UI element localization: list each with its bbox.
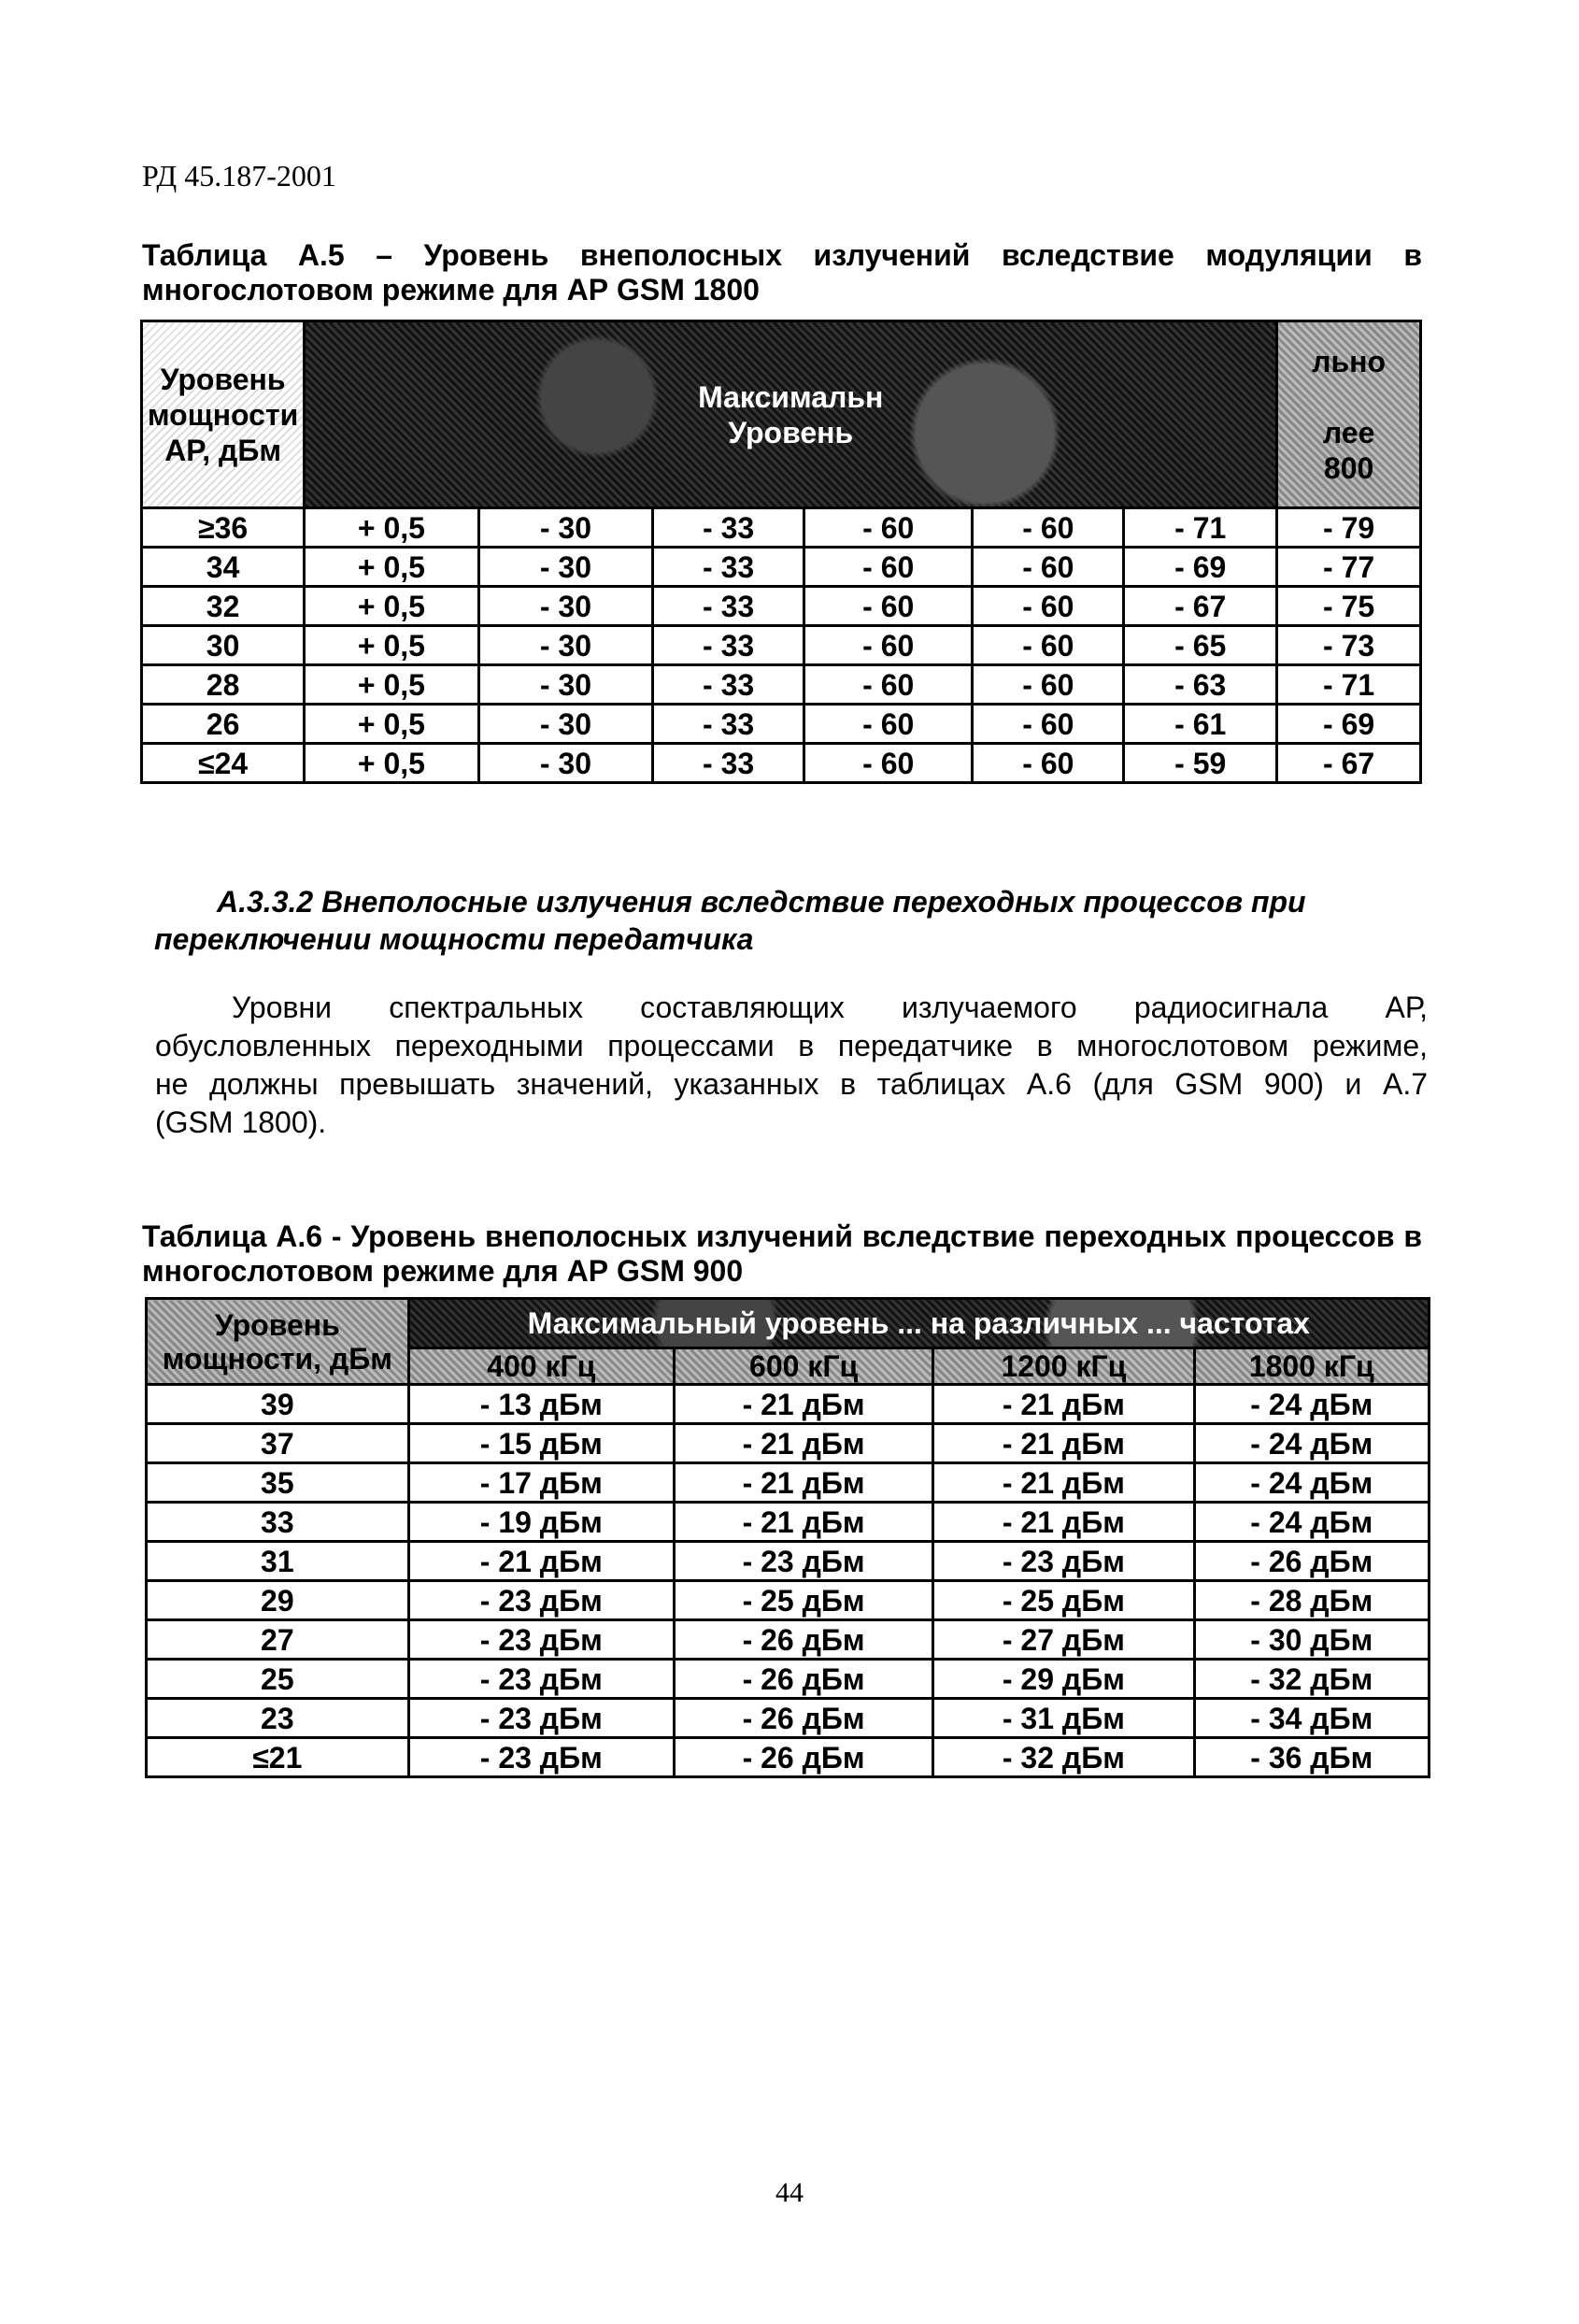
table-cell: - 63 [1124, 665, 1277, 705]
table-cell: - 60 [973, 744, 1124, 783]
table-cell: 28 [142, 665, 305, 705]
table-cell: 35 [147, 1463, 409, 1503]
table-cell: 31 [147, 1542, 409, 1581]
table-row [147, 1581, 1430, 1620]
paragraph-line2: обусловленных переходными процессами в передатчике в многослотовом режиме, [155, 1029, 1428, 1062]
table-row [147, 1385, 1430, 1424]
table-cell: - 67 [1124, 587, 1277, 626]
table-cell: - 33 [653, 508, 804, 548]
table-cell: - 28 дБм [1194, 1581, 1429, 1620]
table-row [142, 665, 1421, 705]
table-cell: ≤24 [142, 744, 305, 783]
table-row [147, 1738, 1430, 1777]
table-row [142, 705, 1421, 744]
table-cell: - 19 дБм [408, 1503, 674, 1542]
table-cell: - 33 [653, 587, 804, 626]
table-cell: - 60 [804, 626, 973, 665]
table-cell: - 23 дБм [674, 1542, 932, 1581]
table-row [147, 1463, 1430, 1503]
table-row [147, 1660, 1430, 1699]
table-cell: - 60 [973, 665, 1124, 705]
table-cell: - 26 дБм [674, 1699, 932, 1738]
table-cell: - 24 дБм [1194, 1463, 1429, 1503]
table-cell: + 0,5 [305, 548, 478, 587]
table-cell: - 21 дБм [933, 1463, 1194, 1503]
table-cell: - 60 [804, 705, 973, 744]
table-cell: 33 [147, 1503, 409, 1542]
paragraph-line4: (GSM 1800). [155, 1105, 327, 1139]
table-cell: - 77 [1277, 548, 1421, 587]
table-cell: 34 [142, 548, 305, 587]
table-cell: - 69 [1124, 548, 1277, 587]
table-cell: - 69 [1277, 705, 1421, 744]
table-cell: - 67 [1277, 744, 1421, 783]
table-a6-caption-line1: Таблица А.6 - Уровень внеполосных излучений вследствие переходных процессов в [142, 1219, 1422, 1253]
table-a6-body [147, 1385, 1430, 1777]
table-cell: - 23 дБм [408, 1738, 674, 1777]
table-cell: - 60 [973, 508, 1124, 548]
table-row [147, 1699, 1430, 1738]
table-cell: - 33 [653, 665, 804, 705]
table-a6-sub-600: 600 кГц [674, 1348, 932, 1385]
table-cell: - 60 [804, 508, 973, 548]
table-cell: - 13 дБм [408, 1385, 674, 1424]
table-cell: - 59 [1124, 744, 1277, 783]
table-cell: 26 [142, 705, 305, 744]
table-a6-header-row1 [147, 1299, 1430, 1348]
table-cell: - 21 дБм [674, 1424, 932, 1463]
table-a6-header-power: Уровень мощности, дБм [147, 1299, 409, 1385]
table-a5-caption-line2: многослотовом режиме для АР GSM 1800 [142, 273, 760, 307]
table-cell: - 21 дБм [933, 1385, 1194, 1424]
table-cell: - 60 [804, 548, 973, 587]
section-paragraph [155, 989, 1428, 1142]
table-cell: - 24 дБм [1194, 1503, 1429, 1542]
table-cell: - 60 [804, 744, 973, 783]
table-cell: - 26 дБм [674, 1660, 932, 1699]
table-cell: - 21 дБм [933, 1424, 1194, 1463]
table-a6-sub-400: 400 кГц [408, 1348, 674, 1385]
table-cell: 30 [142, 626, 305, 665]
table-cell: + 0,5 [305, 508, 478, 548]
paragraph-line1: Уровни спектральных составляющих излучаемого радиосигнала АР, [232, 991, 1428, 1024]
table-cell: - 30 [478, 587, 652, 626]
table-cell: - 24 дБм [1194, 1424, 1429, 1463]
table-a6-caption [142, 1219, 1422, 1289]
table-cell: - 23 дБм [408, 1620, 674, 1660]
table-cell: - 21 дБм [674, 1385, 932, 1424]
table-cell: + 0,5 [305, 744, 478, 783]
table-cell: - 30 [478, 705, 652, 744]
table-row [142, 744, 1421, 783]
table-cell: - 30 [478, 665, 652, 705]
table-a5-caption [142, 238, 1422, 307]
section-title-line2: переключении мощности передатчика [154, 922, 754, 956]
table-a5-body [142, 508, 1421, 783]
table-row [142, 548, 1421, 587]
table-cell: - 60 [973, 548, 1124, 587]
table-cell: - 30 [478, 626, 652, 665]
table-cell: - 60 [973, 587, 1124, 626]
table-cell: - 24 дБм [1194, 1385, 1429, 1424]
table-cell: - 31 дБм [933, 1699, 1194, 1738]
table-cell: - 21 дБм [674, 1503, 932, 1542]
table-cell: ≥36 [142, 508, 305, 548]
table-cell: - 30 [478, 548, 652, 587]
table-cell: + 0,5 [305, 587, 478, 626]
table-cell: - 60 [973, 705, 1124, 744]
table-cell: ≤21 [147, 1738, 409, 1777]
table-cell: 29 [147, 1581, 409, 1620]
table-row [147, 1542, 1430, 1581]
table-cell: 25 [147, 1660, 409, 1699]
table-a6-sub-1200: 1200 кГц [933, 1348, 1194, 1385]
section-title-line1: А.3.3.2 Внеполосные излучения вследствие переходных процессов при [217, 885, 1306, 919]
table-cell: - 30 [478, 508, 652, 548]
table-cell: - 25 дБм [933, 1581, 1194, 1620]
table-cell: - 30 [478, 744, 652, 783]
table-a5-caption-line1: Таблица А.5 – Уровень внеполосных излучений вследствие модуляции в [142, 238, 1422, 272]
table-row [147, 1503, 1430, 1542]
table-a6-sub-1800: 1800 кГц [1194, 1348, 1429, 1385]
paragraph-line3: не должны превышать значений, указанных в таблицах А.6 (для GSM 900) и А.7 [155, 1067, 1428, 1101]
table-cell: - 60 [973, 626, 1124, 665]
table-cell: - 34 дБм [1194, 1699, 1429, 1738]
table-cell: - 71 [1277, 665, 1421, 705]
table-cell: - 23 дБм [933, 1542, 1194, 1581]
table-cell: 37 [147, 1424, 409, 1463]
table-a6 [145, 1297, 1430, 1778]
table-cell: - 75 [1277, 587, 1421, 626]
table-row [147, 1424, 1430, 1463]
table-cell: 23 [147, 1699, 409, 1738]
table-row [147, 1620, 1430, 1660]
table-cell: - 29 дБм [933, 1660, 1194, 1699]
table-cell: - 32 дБм [1194, 1660, 1429, 1699]
table-cell: - 17 дБм [408, 1463, 674, 1503]
table-cell: 27 [147, 1620, 409, 1660]
table-cell: - 60 [804, 665, 973, 705]
table-cell: - 33 [653, 744, 804, 783]
table-cell: - 33 [653, 705, 804, 744]
table-cell: - 36 дБм [1194, 1738, 1429, 1777]
table-cell: - 21 дБм [933, 1503, 1194, 1542]
table-cell: - 15 дБм [408, 1424, 674, 1463]
table-row [142, 587, 1421, 626]
table-cell: - 30 дБм [1194, 1620, 1429, 1660]
table-row [142, 508, 1421, 548]
table-cell: 32 [142, 587, 305, 626]
table-cell: - 65 [1124, 626, 1277, 665]
table-cell: - 26 дБм [674, 1620, 932, 1660]
table-cell: - 61 [1124, 705, 1277, 744]
table-cell: - 33 [653, 548, 804, 587]
table-cell: - 71 [1124, 508, 1277, 548]
table-cell: + 0,5 [305, 665, 478, 705]
table-cell: - 23 дБм [408, 1699, 674, 1738]
table-a5-header-row [142, 321, 1421, 508]
table-a5-header-power: Уровень мощности АР, дБм [142, 321, 305, 508]
table-cell: - 33 [653, 626, 804, 665]
table-cell: - 26 дБм [1194, 1542, 1429, 1581]
table-cell: - 79 [1277, 508, 1421, 548]
table-cell: - 21 дБм [408, 1542, 674, 1581]
document-number: РД 45.187-2001 [142, 159, 336, 192]
table-cell: + 0,5 [305, 626, 478, 665]
table-cell: 39 [147, 1385, 409, 1424]
table-cell: - 23 дБм [408, 1660, 674, 1699]
table-cell: + 0,5 [305, 705, 478, 744]
table-cell: - 26 дБм [674, 1738, 932, 1777]
page-number: 44 [775, 2177, 804, 2208]
table-a6-caption-line2: многослотовом режиме для АР GSM 900 [142, 1254, 744, 1288]
table-cell: - 73 [1277, 626, 1421, 665]
table-cell: - 32 дБм [933, 1738, 1194, 1777]
table-cell: - 27 дБм [933, 1620, 1194, 1660]
table-cell: - 60 [804, 587, 973, 626]
table-a6-header-span: Максимальный уровень ... на различных ... частотах [408, 1299, 1429, 1348]
table-cell: - 21 дБм [674, 1463, 932, 1503]
table-a5-header-right: льно лее 800 [1277, 321, 1421, 508]
table-cell: - 25 дБм [674, 1581, 932, 1620]
table-cell: - 23 дБм [408, 1581, 674, 1620]
table-a5 [140, 320, 1422, 784]
table-a5-header-obscured: Максимальн Уровень [305, 321, 1277, 508]
table-row [142, 626, 1421, 665]
